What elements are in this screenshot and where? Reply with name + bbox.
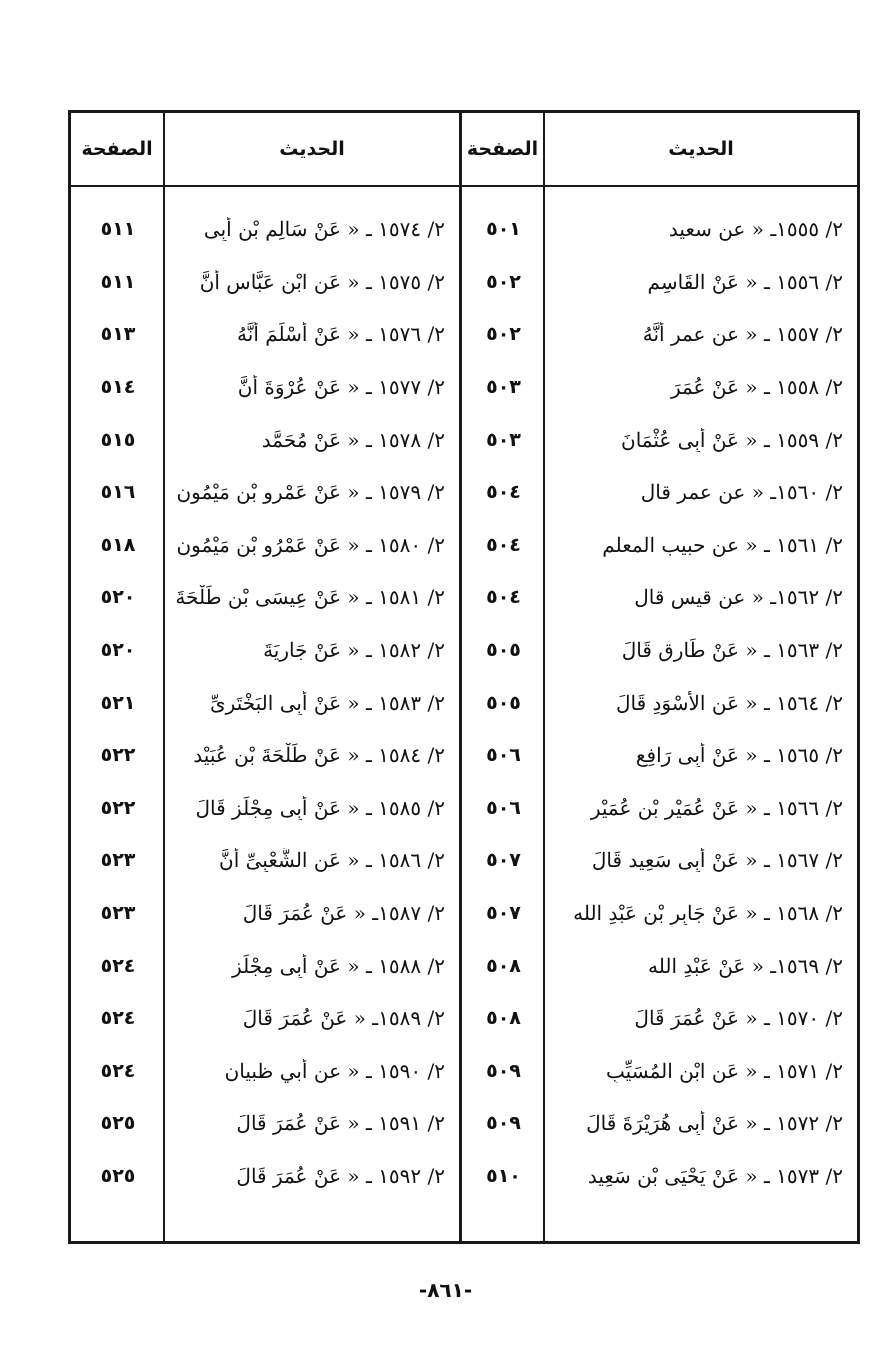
page-number-cell: ٥٠٨ (486, 954, 521, 977)
hadith-cell: ٢/ ١٥٨٧ـ « عَنْ عُمَرَ قَالَ (242, 901, 445, 926)
left-column-entries (71, 203, 459, 1202)
index-row (71, 203, 459, 256)
page-number-cell: ٥٢٤ (100, 1007, 136, 1030)
page-number-cell: ٥١٤ (100, 376, 136, 399)
index-row (71, 834, 459, 887)
hadith-cell: ٢/ ١٥٨٨ ـ « عَنْ أَبِى مِجْلَزٍ (232, 953, 445, 978)
page-number-cell: ٥١٠ (486, 1164, 521, 1187)
index-row (71, 992, 459, 1045)
index-row (71, 466, 459, 519)
index-row (71, 256, 459, 309)
index-row (462, 466, 857, 519)
page-number-cell: ٥٠٨ (486, 1007, 521, 1030)
hadith-cell: ٢/ ١٥٥٧ ـ « عن عمر أَنَّهُ (642, 322, 843, 347)
right-page-header: الصفحة (466, 138, 539, 160)
page-number-cell: ٥٠٣ (486, 428, 521, 451)
page-number-cell: ٥٠٤ (486, 586, 521, 609)
page-number-cell: ٥٠٢ (486, 323, 521, 346)
hadith-cell: ٢/ ١٥٧٧ ـ « عَنْ عُرْوَةَ أَنَّ (237, 375, 445, 400)
page-number-cell: ٥٠٤ (486, 481, 521, 504)
hadith-cell: ٢/ ١٥٦٠ـ « عن عمر قال (640, 480, 843, 505)
hadith-cell: ٢/ ١٥٨١ ـ « عَنْ عِيسَى بْنِ طَلْحَةَ (175, 585, 445, 610)
page-number: -٨٦١- (418, 1278, 473, 1302)
hadith-cell: ٢/ ١٥٧٣ ـ « عَنْ يَحْيَى بْنِ سَعِيد (587, 1163, 843, 1188)
hadith-cell: ٢/ ١٥٩٠ ـ « عن أبي ظبيان (224, 1058, 445, 1083)
hadith-cell: ٢/ ١٥٧٥ ـ « عَنِ ابْنِ عَبَّاسٍ أَنَّ (199, 269, 445, 294)
page-number-cell: ٥٢٠ (100, 639, 136, 662)
page-number-cell: ٥٢٢ (100, 796, 136, 819)
index-row (462, 1045, 857, 1098)
hadith-cell: ٢/ ١٥٧٦ ـ « عَنْ أَسْلَمَ أَنَّهُ (237, 322, 445, 347)
hadith-cell: ٢/ ١٥٧٢ ـ « عَنْ أَبِى هُرَيْرَةَ قَالَ (586, 1111, 843, 1136)
page-number-cell: ٥٢٥ (100, 1164, 136, 1187)
page-number-cell: ٥٠٦ (486, 744, 521, 767)
hadith-cell: ٢/ ١٥٩١ ـ « عَنْ عُمَرَ قَالَ (236, 1111, 445, 1136)
hadith-cell: ٢/ ١٥٦١ ـ « عن حبيب المعلم (602, 532, 843, 557)
index-row (462, 939, 857, 992)
page-number-cell: ٥٠٦ (486, 796, 521, 819)
hadith-cell: ٢/ ١٥٥٥ـ « عن سعيد (668, 217, 843, 242)
hadith-cell: ٢/ ١٥٨٥ ـ « عَنْ أَبِى مِجْلَزٍ قَالَ (195, 795, 445, 820)
page-number-cell: ٥٠٧ (486, 849, 521, 872)
index-row (71, 308, 459, 361)
index-row (71, 413, 459, 466)
page-number-cell: ٥٢٣ (100, 902, 136, 925)
page-number-cell: ٥٠٢ (486, 270, 521, 293)
left-page-header: الصفحة (81, 138, 153, 160)
index-row (71, 887, 459, 940)
index-row (462, 519, 857, 572)
index-row (71, 361, 459, 414)
page-number-cell: ٥٠٥ (486, 639, 521, 662)
index-row (71, 939, 459, 992)
hadith-cell: ٢/ ١٥٧٨ ـ « عَنْ مُحَمَّد (261, 427, 445, 452)
index-row (462, 1097, 857, 1150)
page-number-cell: ٥٢٤ (100, 954, 136, 977)
hadith-cell: ٢/ ١٥٧٠ ـ « عَنْ عُمَرَ قَالَ (634, 1006, 843, 1031)
hadith-cell: ٢/ ١٥٦٣ ـ « عَنْ طَارِق قَالَ (621, 638, 843, 663)
hadith-cell: ٢/ ١٥٦٥ ـ « عَنْ أَبِى رَافِعٍ (635, 743, 843, 768)
page-number-cell: ٥٠٥ (486, 691, 521, 714)
page-number-cell: ٥١٨ (100, 533, 136, 556)
hadith-cell: ٢/ ١٥٦٤ ـ « عَنِ الأَسْوَدِ قَالَ (615, 690, 843, 715)
index-row (462, 834, 857, 887)
page-number-cell: ٥٢٣ (100, 849, 136, 872)
page-number-cell: ٥١٦ (100, 481, 136, 504)
index-row (462, 887, 857, 940)
index-row (71, 624, 459, 677)
page-number-cell: ٥١٥ (100, 428, 136, 451)
hadith-cell: ٢/ ١٥٦٦ ـ « عَنْ عُمَيْرِ بْنِ عُمَيْرِ (590, 795, 843, 820)
index-row (462, 729, 857, 782)
hadith-cell: ٢/ ١٥٧٤ ـ « عَنْ سَالِمِ بْنِ أَبِى (203, 217, 445, 242)
hadith-cell: ٢/ ١٥٨٦ ـ « عَنِ الشَّعْبِىِّ أَنَّ (219, 848, 445, 873)
index-row (71, 1045, 459, 1098)
page-number-cell: ٥٠١ (486, 218, 521, 241)
index-row (462, 413, 857, 466)
index-row (462, 308, 857, 361)
hadith-cell: ٢/ ١٥٦٧ ـ « عَنْ أَبِى سَعِيد قَالَ (591, 848, 843, 873)
hadith-cell: ٢/ ١٥٥٩ ـ « عَنْ أَبِى عُثْمَانَ (621, 427, 843, 452)
header-divider (71, 185, 857, 187)
hadith-cell: ٢/ ١٥٨٠ ـ « عَنْ عَمْرُو بْنِ مَيْمُون (176, 532, 445, 557)
index-row (462, 203, 857, 256)
hadith-cell: ٢/ ١٥٨٣ ـ « عَنْ أَبِى البَخْتَرِىِّ (210, 690, 445, 715)
index-row (462, 256, 857, 309)
index-row (462, 1150, 857, 1203)
right-hadith-header: الحديث (668, 138, 734, 160)
page-number-cell: ٥١١ (100, 218, 136, 241)
page-number-cell: ٥٢٢ (100, 744, 136, 767)
index-row (71, 782, 459, 835)
hadith-cell: ٢/ ١٥٧٩ ـ « عَنْ عَمْرِو بْنِ مَيْمُون (176, 480, 445, 505)
page-number-cell: ٥١١ (100, 270, 136, 293)
hadith-cell: ٢/ ١٥٨٤ ـ « عَنْ طَلْحَةَ بْنِ عُبَيْد (193, 743, 445, 768)
page-number-cell: ٥٠٧ (486, 902, 521, 925)
hadith-cell: ٢/ ١٥٩٢ ـ « عَنْ عُمَرَ قَالَ (236, 1163, 445, 1188)
hadith-cell: ٢/ ١٥٨٩ـ « عَنْ عُمَرَ قَالَ (242, 1006, 445, 1031)
hadith-cell: ٢/ ١٥٦٩ـ « عَنْ عَبْدِ الله (648, 953, 843, 978)
hadith-cell: ٢/ ١٥٦٢ـ « عن قيس قال (634, 585, 843, 610)
hadith-cell: ٢/ ١٥٨٢ ـ « عَنْ جَارِيَةَ (263, 638, 445, 663)
right-column-entries (462, 203, 857, 1202)
index-row (71, 1150, 459, 1203)
index-row (462, 571, 857, 624)
index-row (462, 361, 857, 414)
hadith-cell: ٢/ ١٥٥٦ ـ « عَنْ القَاسِم (647, 269, 843, 294)
hadith-cell: ٢/ ١٥٥٨ ـ « عَنْ عُمَرَ (670, 375, 843, 400)
index-table (68, 110, 860, 1244)
index-row (462, 992, 857, 1045)
hadith-cell: ٢/ ١٥٧١ ـ « عَنِ ابْنِ المُسَيِّبِ (606, 1058, 843, 1083)
index-row (71, 1097, 459, 1150)
index-row (462, 624, 857, 677)
index-row (71, 729, 459, 782)
page-number-cell: ٥٢٥ (100, 1112, 136, 1135)
page-number-cell: ٥١٣ (100, 323, 136, 346)
index-row (462, 676, 857, 729)
index-row (462, 782, 857, 835)
page-number-cell: ٥٢١ (100, 691, 136, 714)
index-row (71, 571, 459, 624)
hadith-cell: ٢/ ١٥٦٨ ـ « عَنْ جَابِرِ بْنِ عَبْدِ الله (573, 901, 843, 926)
index-row (71, 519, 459, 572)
page-number-cell: ٥٢٠ (100, 586, 136, 609)
page-number-cell: ٥٠٩ (486, 1112, 521, 1135)
index-row (71, 676, 459, 729)
left-hadith-header: الحديث (279, 138, 345, 160)
page-number-cell: ٥٢٤ (100, 1059, 136, 1082)
page-number-cell: ٥٠٣ (486, 376, 521, 399)
page-number-cell: ٥٠٤ (486, 533, 521, 556)
page-number-cell: ٥٠٩ (486, 1059, 521, 1082)
